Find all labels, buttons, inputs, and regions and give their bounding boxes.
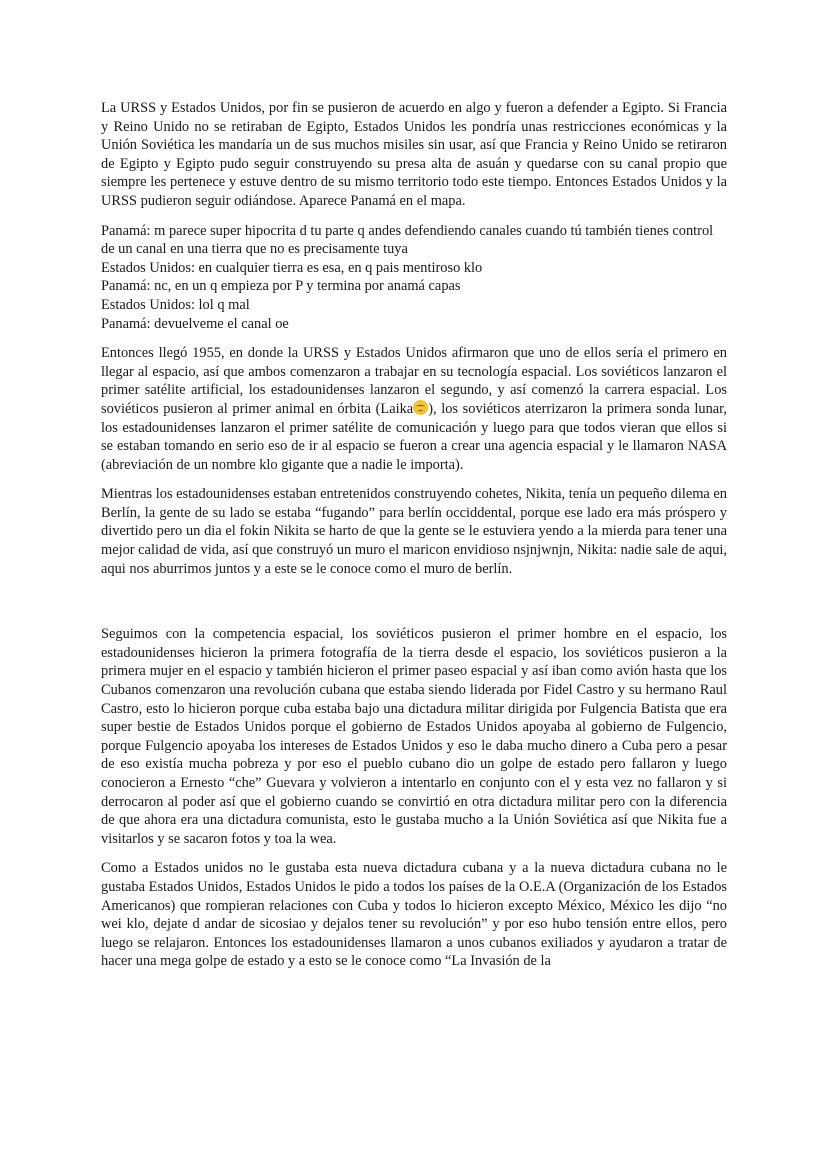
paragraph-cuban-revolution: Seguimos con la competencia espacial, los soviéticos pusieron el primer hombre en el espacio, los estadounidenses hicieron la primera fotografía de la tierra desde el espacio, los soviéticos pusieron a la primera mujer en el espacio y también hicieron el primer paseo espacial y así iban como avión hasta que los Cubanos comenzaron una revolución cubana que estaba siendo liderada por Fidel Castro y su hermano Raul Castro, esto lo hicieron porque cuba estaba bajo una dictadura militar dirigida por Fulgencia Batista que era super bestie de Estados Unidos porque el gobierno de Estados Unidos apoyaba al gobierno de Fulgencio, porque Fulgencio apoyaba los intereses de Estados Unidos y eso le daba mucho dinero a Cuba pero a pesar de eso existía mucha pobreza y por eso el pueblo cubano dio un golpe de estado pero fallaron y luego conocieron a Ernesto “che” Guevara y volvieron a intentarlo en conjunto con el y esta vez no fallaron y si derrocaron al poder así que el gobierno cuando se convirtió en otra dictadura militar pero con la diferencia de que ahora era una dictadura comunista, esto le gustaba mucho a la Unión Soviética así que Nikita fue a visitarlos y se sacaron fotos y toa la wea.: [101, 626, 727, 847]
paragraph-berlin-wall: Mientras los estadounidenses estaban entretenidos construyendo cohetes, Nikita, tenía un pequeño dilema en Berlín, la gente de su lado se estaba “fugando” para berlín occiddental, porque ese lado era más próspero y divertido pero un dia el fokin Nikita se harto de que la gente se le estuviera yendo a la mierda para tener una mejor calidad de vida, así que construyó un muro el maricon envidioso nsjnjwnjn, Nikita: nadie sale de aqui, aqui nos aburrimos juntos y a este se le conoce como el muro de berlín.: [101, 486, 727, 577]
paragraph-text: ), los soviéticos aterrizaron la primera sonda lunar, los estadounidenses lanzaron el primer satélite de comunicación y luego para que todos vieran que ellos si se estaban tomando en serio eso de ir al espacio se fueron a crear una agencia espacial y le llamaron NASA (abreviación de un nombre klo gigante que a nadie le importa).: [101, 400, 727, 473]
dialogue-line: Estados Unidos: en cualquier tierra es esa, en q pais mentiroso klo: [101, 259, 483, 276]
dialogue-line: Panamá: m parece super hipocrita d tu parte q andes defendiendo canales cuando tú también tienes control de un canal en una tierra que no es precisamente tuya: [101, 222, 714, 258]
paragraph-oea-cuba: Como a Estados unidos no le gustaba esta nueva dictadura cubana y a la nueva dictadura cubana no le gustaba Estados Unidos, Estados Unidos le pido a todos los países de la O.E.A (Organización de los Estados Americanos) que rompieran relaciones con Cuba y todos lo hicieron excepto México, México les dijo “no wei klo, dejate d andar de sicosiao y dejalos tener su revolución” y por eso hubo tensión entre ellos, pero luego se relajaron. Entonces los estadounidenses llamaron a unos cubanos exiliados y ayudaron a tratar de hacer una mega golpe de estado y a esto se le conoce como “La Invasión de la: [101, 860, 727, 970]
dialogue-line: Panamá: nc, en un q empieza por P y termina por anamá capas: [101, 278, 461, 295]
paragraph-text: Entonces llegó 1955, en donde la URSS y Estados Unidos afirmaron que uno de ellos sería el primero en llegar al espacio, así que ambos comenzaron a trabajar en su tecnología espacial. Los soviéticos lanzaron el primer satélite artificial, los estadounidenses lanzaron el segundo, y así comenzó la carrera espacial. Los soviéticos pusieron al primer animal en órbita (Laika: [101, 345, 727, 417]
dialogue-line: Panamá: devuelveme el canal oe: [101, 315, 289, 332]
paragraph-suez-crisis: La URSS y Estados Unidos, por fin se pusieron de acuerdo en algo y fueron a defender a Egipto. Si Francia y Reino Unido no se retiraban de Egipto, Estados Unidos les pondría unas restricciones económicas y la Unión Soviética les mandaría un de sus muchos misiles sin usar, así que Francia y Reino Unido se retiraron de Egipto y Egipto pudo seguir construyendo su presa alta de asuán y quedarse con su canal propio que siempre les pertenece y estuve dentro de su mismo territorio todo este tiempo. Entonces Estados Unidos y la URSS pudieron seguir odiándose. Aparece Panamá en el mapa.: [101, 100, 727, 209]
sad-face-icon: [413, 400, 428, 415]
paragraph-space-race: [101, 344, 727, 474]
dialogue-line: Estados Unidos: lol q mal: [101, 296, 250, 313]
dialogue-panama-usa: [101, 222, 727, 334]
